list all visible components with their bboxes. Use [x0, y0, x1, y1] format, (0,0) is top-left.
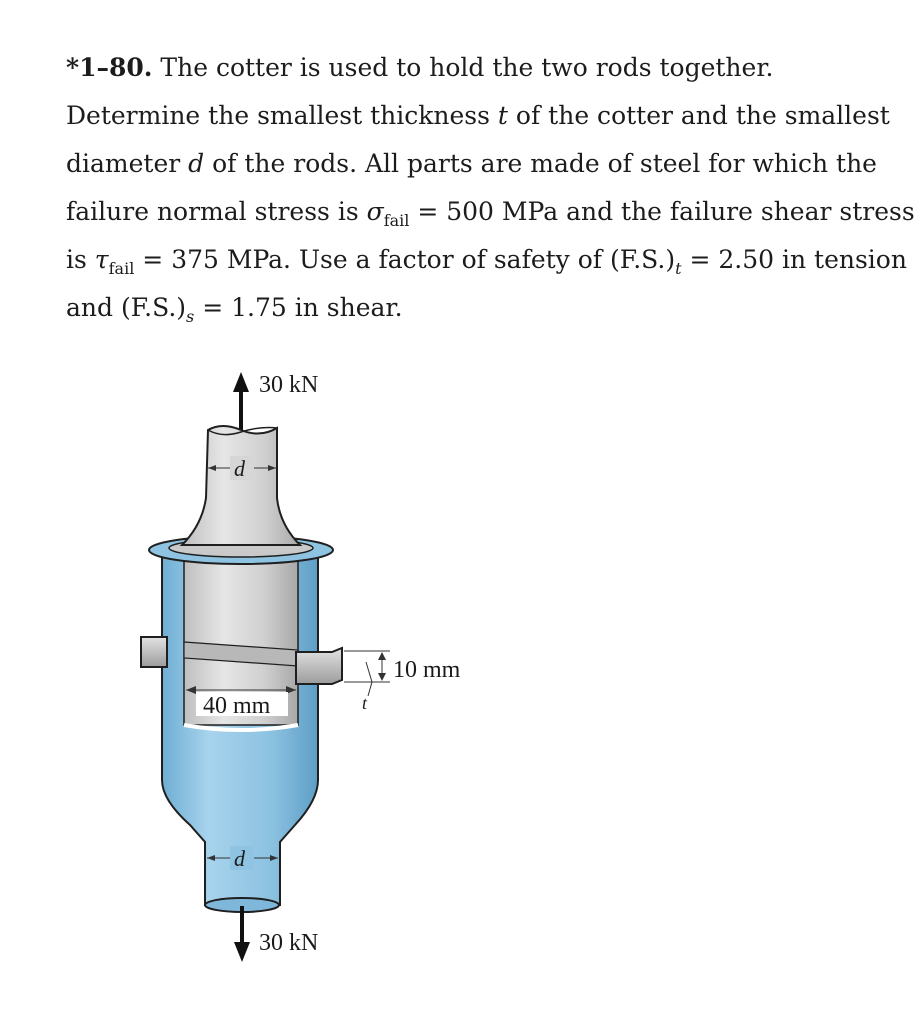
top-force-label: 30 kN [259, 372, 319, 398]
label-t: t [362, 693, 368, 713]
label-40mm: 40 mm [203, 693, 271, 719]
problem-text: Determine the smallest thickness [66, 101, 490, 130]
dimension-10mm [344, 651, 390, 696]
label-d-top: d [234, 456, 245, 481]
fs-shear-value: = 1.75 in shear. [202, 293, 403, 322]
sigma-symbol: σ [366, 197, 384, 226]
variable-d: d [188, 149, 205, 178]
upper-rod [182, 426, 300, 545]
problem-text: The cotter is used to hold the two rods together. [160, 53, 774, 82]
shear-subscript: s [186, 307, 195, 326]
top-force-arrow [233, 372, 249, 432]
label-d-bottom: d [234, 846, 245, 871]
variable-t: t [497, 101, 508, 130]
problem-number: *1–80. [66, 53, 153, 82]
tau-symbol: τ [94, 245, 109, 274]
label-10mm: 10 mm [393, 657, 461, 683]
problem-text: of the cotter and the smallest [515, 101, 890, 130]
problem-text: and (F.S.) [66, 293, 187, 322]
fail-subscript: fail [383, 211, 410, 230]
tension-subscript: t [675, 259, 682, 278]
problem-text: and the failure shear stress [566, 197, 915, 226]
equals-sign: = [142, 245, 164, 274]
problem-text: Use a factor of safety of (F.S.) [298, 245, 676, 274]
cotter-right-end [296, 648, 342, 684]
equals-sign: = [417, 197, 439, 226]
problem-text: diameter [66, 149, 181, 178]
fs-tension-value: = 2.50 in tension [689, 245, 907, 274]
cotter-left-end [141, 637, 167, 667]
problem-text: is [66, 245, 87, 274]
problem-text: failure normal stress is [66, 197, 359, 226]
bottom-force-label: 30 kN [259, 930, 319, 956]
sigma-fail-value: 500 MPa [446, 197, 559, 226]
problem-text: of the rods. All parts are made of steel for which the [212, 149, 877, 178]
tau-fail-value: 375 MPa. [171, 245, 291, 274]
bottom-force-arrow [234, 906, 250, 962]
fail-subscript: fail [108, 259, 135, 278]
